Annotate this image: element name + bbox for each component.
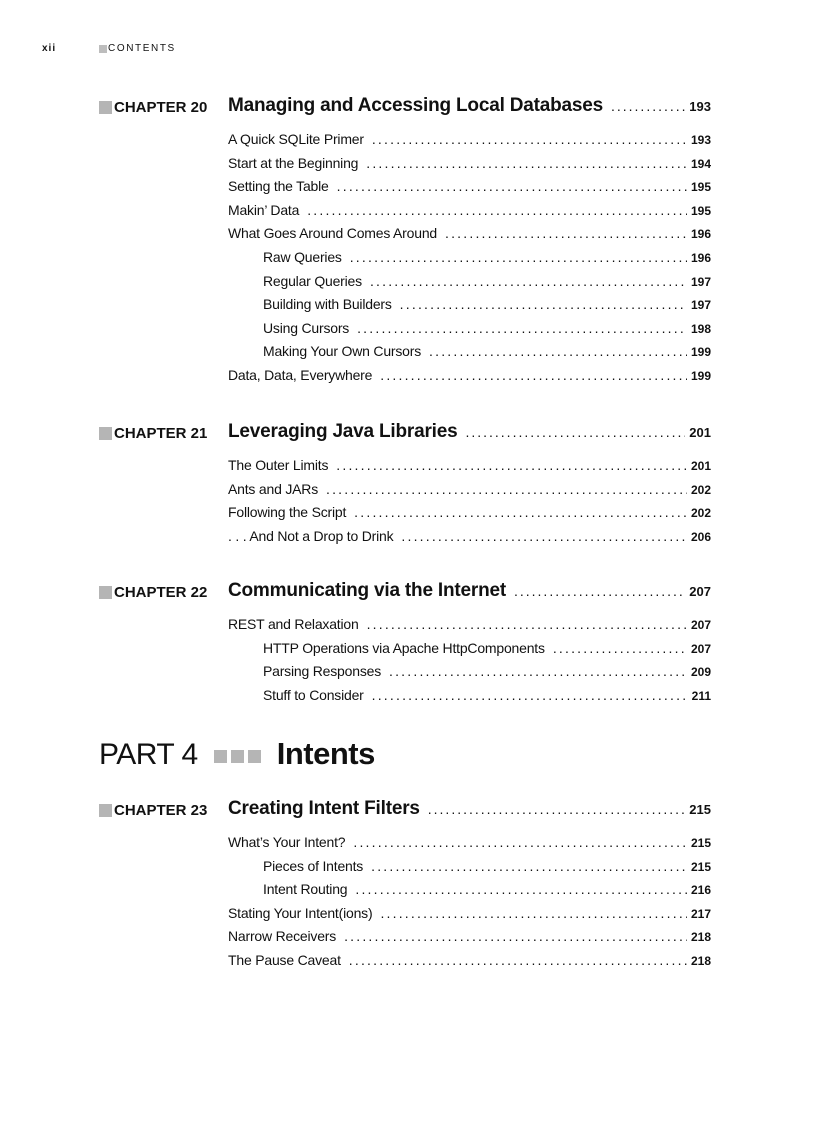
page-folio: xii bbox=[42, 43, 57, 54]
chapter-marker bbox=[99, 101, 112, 114]
toc-entry[interactable]: Following the Script ..... 202 bbox=[228, 504, 711, 528]
toc-subentry[interactable]: HTTP Operations via Apache HttpComponents ..... 207 bbox=[228, 640, 711, 664]
page-number: 207 bbox=[689, 584, 711, 599]
toc-entry[interactable]: The Pause Caveat ..... 218 bbox=[228, 952, 711, 976]
chapter-label: CHAPTER 23 bbox=[99, 802, 207, 819]
chapter-title: Managing and Accessing Local Databases bbox=[228, 95, 603, 116]
toc-entry[interactable]: What Goes Around Comes Around ..... 196 bbox=[228, 225, 711, 249]
leader-dots bbox=[514, 583, 685, 599]
chapter-title-row[interactable] bbox=[228, 798, 711, 820]
toc-subentry[interactable]: Using Cursors ..... 198 bbox=[228, 320, 711, 344]
toc-entry[interactable]: . . . And Not a Drop to Drink ..... 206 bbox=[228, 528, 711, 552]
part-title: Intents bbox=[276, 736, 375, 771]
chapter-title-row[interactable] bbox=[228, 95, 711, 117]
part-heading bbox=[99, 736, 375, 776]
chapter-marker bbox=[99, 586, 112, 599]
toc-entries bbox=[228, 616, 711, 710]
leader-dots bbox=[611, 98, 685, 114]
toc-entries bbox=[228, 457, 711, 551]
chapter-title: Leveraging Java Libraries bbox=[228, 421, 458, 442]
toc-subentry[interactable]: Raw Queries ..... 196 bbox=[228, 249, 711, 273]
page-number: 193 bbox=[689, 99, 711, 114]
toc-entry[interactable]: A Quick SQLite Primer ..... 193 bbox=[228, 131, 711, 155]
toc-entry[interactable]: Narrow Receivers ..... 218 bbox=[228, 928, 711, 952]
toc-subentry[interactable]: Building with Builders ..... 197 bbox=[228, 296, 711, 320]
chapter-label: CHAPTER 22 bbox=[99, 584, 207, 601]
toc-subentry[interactable]: Making Your Own Cursors ..... 199 bbox=[228, 343, 711, 367]
chapter-label: CHAPTER 21 bbox=[99, 425, 207, 442]
toc-entry[interactable]: Makin’ Data ..... 195 bbox=[228, 202, 711, 226]
toc-entries bbox=[228, 131, 711, 391]
part-label: PART 4 bbox=[99, 738, 198, 771]
toc-subentry[interactable]: Stuff to Consider ..... 211 bbox=[228, 687, 711, 711]
chapter-marker bbox=[99, 427, 112, 440]
toc-entry[interactable]: Setting the Table ..... 195 bbox=[228, 178, 711, 202]
toc-entry[interactable]: Data, Data, Everywhere ..... 199 bbox=[228, 367, 711, 391]
running-head-marker bbox=[99, 45, 107, 53]
page-number: 201 bbox=[689, 425, 711, 440]
toc-entry[interactable]: Ants and JARs ..... 202 bbox=[228, 481, 711, 505]
toc-entry[interactable]: What’s Your Intent? ..... 215 bbox=[228, 834, 711, 858]
page-number: 215 bbox=[689, 802, 711, 817]
running-head-title: CONTENTS bbox=[108, 43, 176, 54]
chapter-title: Creating Intent Filters bbox=[228, 798, 420, 819]
leader-dots bbox=[465, 424, 685, 440]
toc-entry[interactable]: The Outer Limits ..... 201 bbox=[228, 457, 711, 481]
toc-subentry[interactable]: Pieces of Intents ..... 215 bbox=[228, 858, 711, 882]
toc-entry[interactable]: Stating Your Intent(ions) ..... 217 bbox=[228, 905, 711, 929]
toc-subentry[interactable]: Regular Queries ..... 197 bbox=[228, 273, 711, 297]
chapter-label: CHAPTER 20 bbox=[99, 99, 207, 116]
toc-entry[interactable]: Start at the Beginning ..... 194 bbox=[228, 155, 711, 179]
chapter-marker bbox=[99, 804, 112, 817]
chapter-title: Communicating via the Internet bbox=[228, 580, 506, 601]
toc-entries bbox=[228, 834, 711, 976]
part-markers bbox=[214, 750, 261, 763]
leader-dots bbox=[428, 801, 686, 817]
toc-subentry[interactable]: Intent Routing ..... 216 bbox=[228, 881, 711, 905]
toc-entry[interactable]: REST and Relaxation ..... 207 bbox=[228, 616, 711, 640]
chapter-title-row[interactable] bbox=[228, 421, 711, 443]
toc-subentry[interactable]: Parsing Responses ..... 209 bbox=[228, 663, 711, 687]
chapter-title-row[interactable] bbox=[228, 580, 711, 602]
